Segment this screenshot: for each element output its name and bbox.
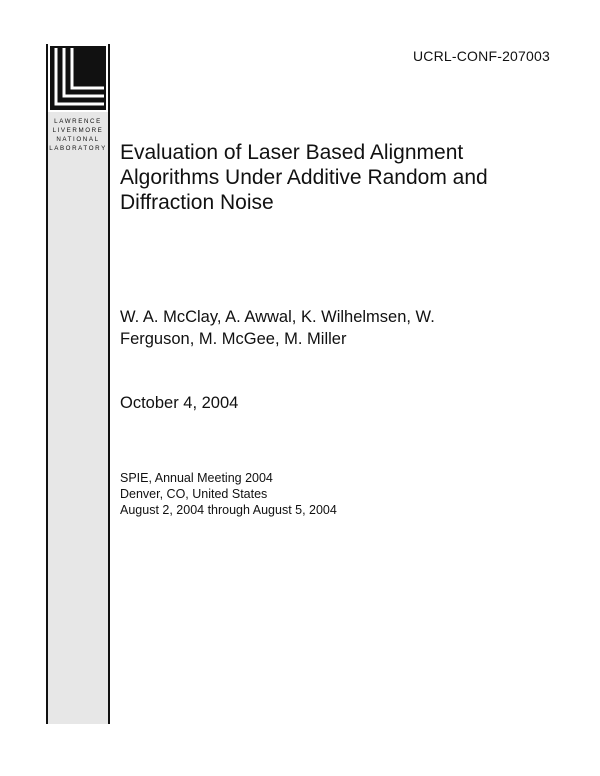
title-line: Algorithms Under Additive Random and [120,166,488,189]
authors-line: Ferguson, M. McGee, M. Miller [120,330,347,348]
event-info [120,470,337,518]
sidebar-band [46,44,110,724]
lab-logo [48,44,108,112]
lab-name [48,117,108,153]
event-line: Denver, CO, United States [120,487,268,501]
title-line: Evaluation of Laser Based Alignment [120,141,464,164]
lab-name-line: LIVERMORE [52,127,104,134]
lab-name-line: LAWRENCE [54,118,102,125]
event-line: SPIE, Annual Meeting 2004 [120,471,273,485]
report-number: UCRL-CONF-207003 [412,48,550,64]
authors-line: W. A. McClay, A. Awwal, K. Wilhelmsen, W. [120,308,435,326]
llnl-logo-icon [50,46,106,110]
event-line: August 2, 2004 through August 5, 2004 [120,503,337,517]
document-date: October 4, 2004 [120,394,239,412]
lab-name-line: LABORATORY [49,145,107,152]
document-title [120,140,540,215]
author-list [120,306,540,350]
title-line: Diffraction Noise [120,191,274,214]
lab-name-line: NATIONAL [56,136,100,143]
